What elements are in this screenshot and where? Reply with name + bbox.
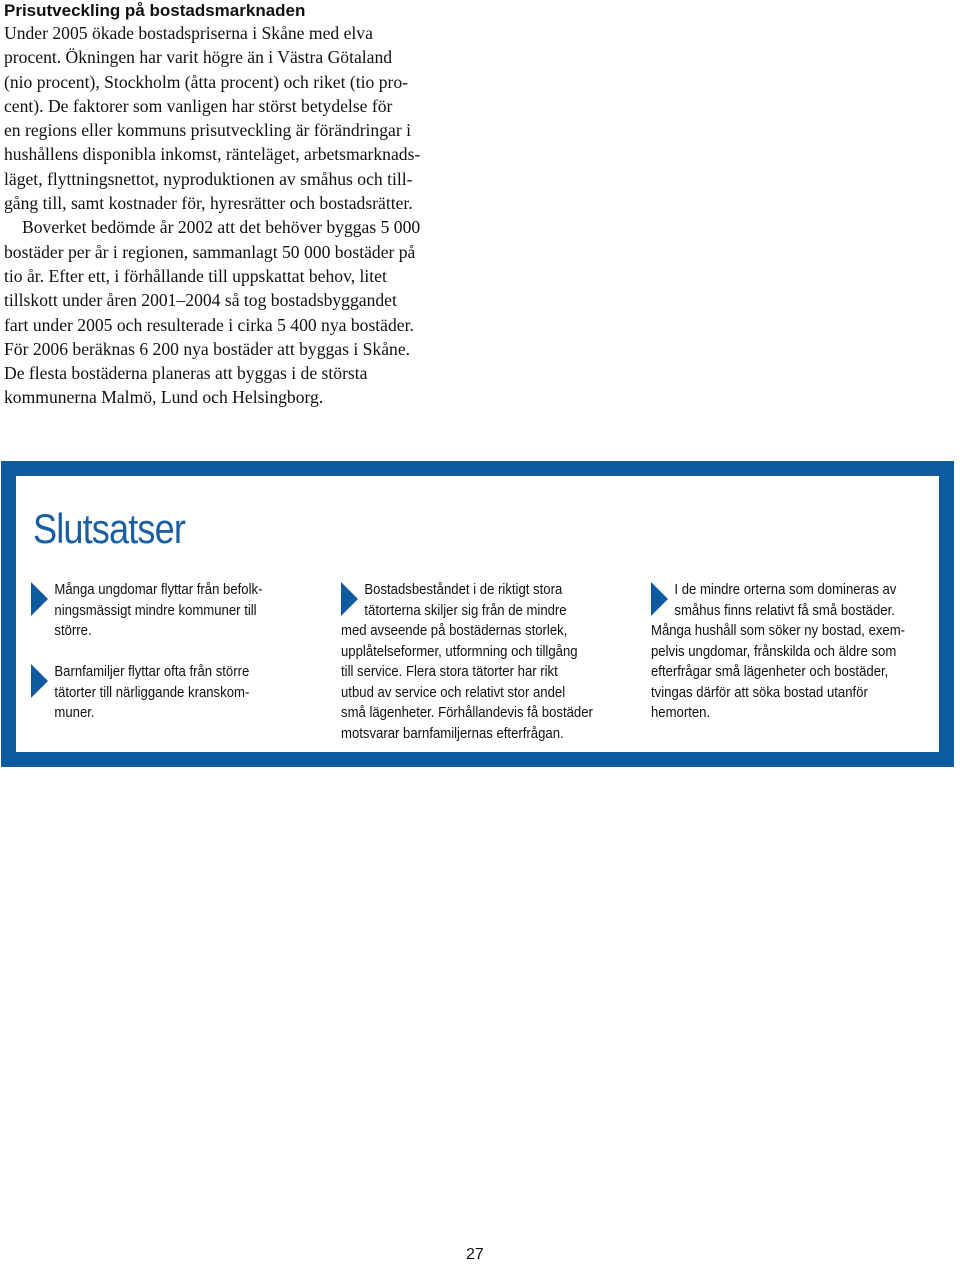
text-line: fart under 2005 och resulterade i cirka 5 400 nya bostäder. (4, 314, 414, 335)
text-line: tio år. Efter ett, i förhållande till uppskattat behov, litet (4, 265, 387, 286)
text-line: läget, flyttningsnettot, nyproduktionen av småhus och till- (4, 168, 413, 189)
text-line: tillskott under åren 2001–2004 så tog bostadsbyggandet (4, 290, 397, 311)
text-line: Många hushåll som söker ny bostad, exem- (651, 623, 906, 639)
text-line: motsvarar barnfamiljernas efterfrågan. (341, 725, 564, 742)
conclusions-panel (1, 461, 954, 767)
article-paragraph (4, 21, 474, 215)
text-line: småhus finns relativt få små bostäder. (674, 602, 895, 619)
text-line: större. (54, 623, 92, 639)
text-line: med avseende på bostädernas storlek, (341, 623, 568, 639)
conclusion-text (31, 662, 292, 724)
text-line: tätorterna skiljer sig från de mindre (364, 602, 567, 619)
text-line: tätorter till närliggande kranskom- (54, 684, 250, 701)
article (4, 0, 474, 410)
text-line: Många ungdomar flyttar från befolk- (54, 582, 263, 598)
text-line: De flesta bostäderna planeras att byggas i de största (4, 363, 368, 384)
text-line: Barnfamiljer flyttar ofta från större (54, 664, 250, 680)
conclusion-item (651, 580, 941, 724)
text-line: kommunerna Malmö, Lund och Helsingborg. (4, 387, 324, 408)
text-line: Under 2005 ökade bostadspriserna i Skåne med elva (4, 23, 373, 43)
article-paragraph (4, 215, 474, 409)
text-line: tvingas därför att söka bostad utanför (651, 684, 868, 701)
conclusion-item (341, 580, 631, 744)
article-heading: Prisutveckling på bostadsmarknaden (4, 1, 306, 20)
text-line: upplåtelseformer, utformning och tillgång (341, 643, 578, 660)
conclusion-text (341, 580, 602, 744)
text-line: Bostadsbeståndet i de riktigt stora (364, 582, 563, 598)
conclusions-column (341, 580, 631, 765)
page-number: 27 (466, 1246, 484, 1263)
panel-title: Slutsatser (33, 505, 186, 552)
text-line: utbud av service och relativt stor andel (341, 684, 566, 701)
text-line: hushållens disponibla inkomst, ränteläget, arbetsmarknads- (4, 144, 421, 165)
text-line: efterfrågar små lägenheter och bostäder, (651, 664, 889, 680)
text-line: små lägenheter. Förhållandevis få bostäder (341, 705, 593, 721)
conclusions-column (651, 580, 941, 744)
text-line: en regions eller kommuns prisutveckling är förändringar i (4, 120, 411, 141)
text-line: (nio procent), Stockholm (åtta procent) och riket (tio pro- (4, 71, 409, 92)
text-line: pelvis ungdomar, frånskilda och äldre som (651, 643, 897, 660)
text-line: ningsmässigt mindre kommuner till (54, 602, 257, 619)
conclusions-column (31, 580, 321, 744)
text-line: I de mindre orterna som domineras av (674, 582, 897, 598)
text-line: För 2006 beräknas 6 200 nya bostäder att byggas i Skåne. (4, 338, 411, 359)
conclusion-item (31, 662, 321, 724)
text-line: gång till, samt kostnader för, hyresrätter och bostadsrätter. (4, 193, 413, 214)
text-line: cent). De faktorer som vanligen har störst betydelse för (4, 95, 393, 116)
text-line: bostäder per år i regionen, sammanlagt 50 000 bostäder på (4, 241, 416, 262)
text-line: Boverket bedömde år 2002 att det behöver byggas 5 000 (22, 217, 421, 238)
text-line: procent. Ökningen har varit högre än i Västra Götaland (4, 47, 393, 68)
conclusion-text (651, 580, 912, 724)
text-line: hemorten. (651, 705, 711, 721)
conclusion-text (31, 580, 292, 642)
text-line: till service. Flera stora tätorter har rikt (341, 664, 558, 680)
conclusion-item (31, 580, 321, 642)
text-line: muner. (54, 705, 95, 721)
